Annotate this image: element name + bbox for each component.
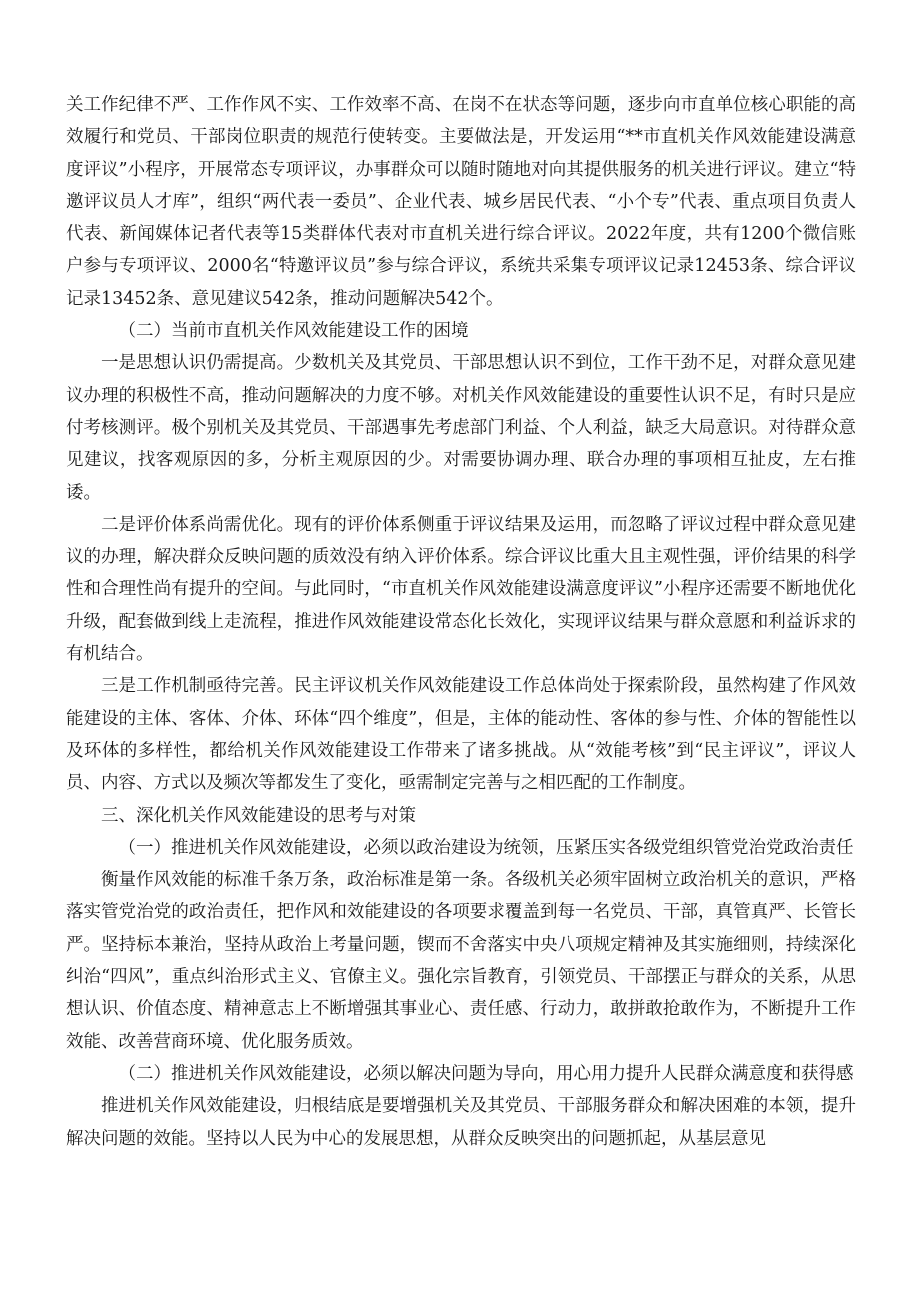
subheading-problem-oriented: （二）推进机关作风效能建设，必须以解决问题为导向，用心用力提升人民群众满意度和获得感 [118,1063,854,1084]
section-heading-three: 三、深化机关作风效能建设的思考与对策 [101,805,416,826]
subheading-difficulties: （二）当前市直机关作风效能建设工作的困境 [118,321,469,342]
subheading-political: （一）推进机关作风效能建设，必须以政治建设为统领，压紧压实各级党组织管党治党政治责任 [118,837,854,858]
document-page [66,89,856,1155]
body-paragraph-continued: 关工作纪律不严、工作作风不实、工作效率不高、在岗不在状态等问题，逐步向市直单位核心职能的高效履行和党员、干部岗位职责的规范行使转变。主要做法是，开发运用“**市直机关作风效能建设满意度评议”小程序，开展常态专项评议，办事群众可以随时随地对向其提供服务的机关进行评议。建立“特邀评议员人才库”，组织“两代表一委员”、企业代表、城乡居民代表、“小个专”代表、重点项目负责人代表、新闻媒体记者代表等15类群体代表对市直机关进行综合评议。2022年度，共有1200个微信账户参与专项评议、2000名“特邀评议员”参与综合评议，系统共采集专项评议记录12453条、综合评议记录13452条、意见建议542条，推动问题解决542个。 [66,95,856,309]
body-paragraph-problem-oriented: 推进机关作风效能建设，归根结底是要增强机关及其党员、干部服务群众和解决困难的本领，提升解决问题的效能。坚持以人民为中心的发展思想，从群众反映突出的问题抓起，从基层意见 [66,1096,856,1149]
body-paragraph-political: 衡量作风效能的标准千条万条，政治标准是第一条。各级机关必须牢固树立政治机关的意识，严格落实管党治党的政治责任，把作风和效能建设的各项要求覆盖到每一名党员、干部，真管真严、长管长严。坚持标本兼治，坚持从政治上考量问题，锲而不舍落实中央八项规定精神及其实施细则，持续深化纠治“四风”，重点纠治形式主义、官僚主义。强化宗旨教育，引领党员、干部摆正与群众的关系，从思想认识、价值态度、精神意志上不断增强其事业心、责任感、行动力，敢拼敢抢敢作为，不断提升工作效能、改善营商环境、优化服务质效。 [66,870,856,1052]
body-paragraph-awareness: 一是思想认识仍需提高。少数机关及其党员、干部思想认识不到位，工作干劲不足，对群众意见建议办理的积极性不高，推动问题解决的力度不够。对机关作风效能建设的重要性认识不足，有时只是应付考核测评。极个别机关及其党员、干部遇事先考虑部门利益、个人利益，缺乏大局意识。对待群众意见建议，找客观原因的多，分析主观原因的少。对需要协调办理、联合办理的事项相互扯皮，左右推诿。 [66,353,856,503]
body-paragraph-evaluation: 二是评价体系尚需优化。现有的评价体系侧重于评议结果及运用，而忽略了评议过程中群众意见建议的办理，解决群众反映问题的质效没有纳入评价体系。综合评议比重大且主观性强，评价结果的科学性和合理性尚有提升的空间。与此同时，“市直机关作风效能建设满意度评议”小程序还需要不断地优化升级，配套做到线上走流程，推进作风效能建设常态化长效化，实现评议结果与群众意愿和利益诉求的有机结合。 [66,514,856,665]
body-paragraph-mechanism: 三是工作机制亟待完善。民主评议机关作风效能建设工作总体尚处于探索阶段，虽然构建了作风效能建设的主体、客体、介体、环体“四个维度”，但是，主体的能动性、客体的参与性、介体的智能性以及环体的多样性，都给机关作风效能建设工作带来了诸多挑战。从“效能考核”到“民主评议”，评议人员、内容、方式以及频次等都发生了变化，亟需制定完善与之相匹配的工作制度。 [66,676,856,794]
